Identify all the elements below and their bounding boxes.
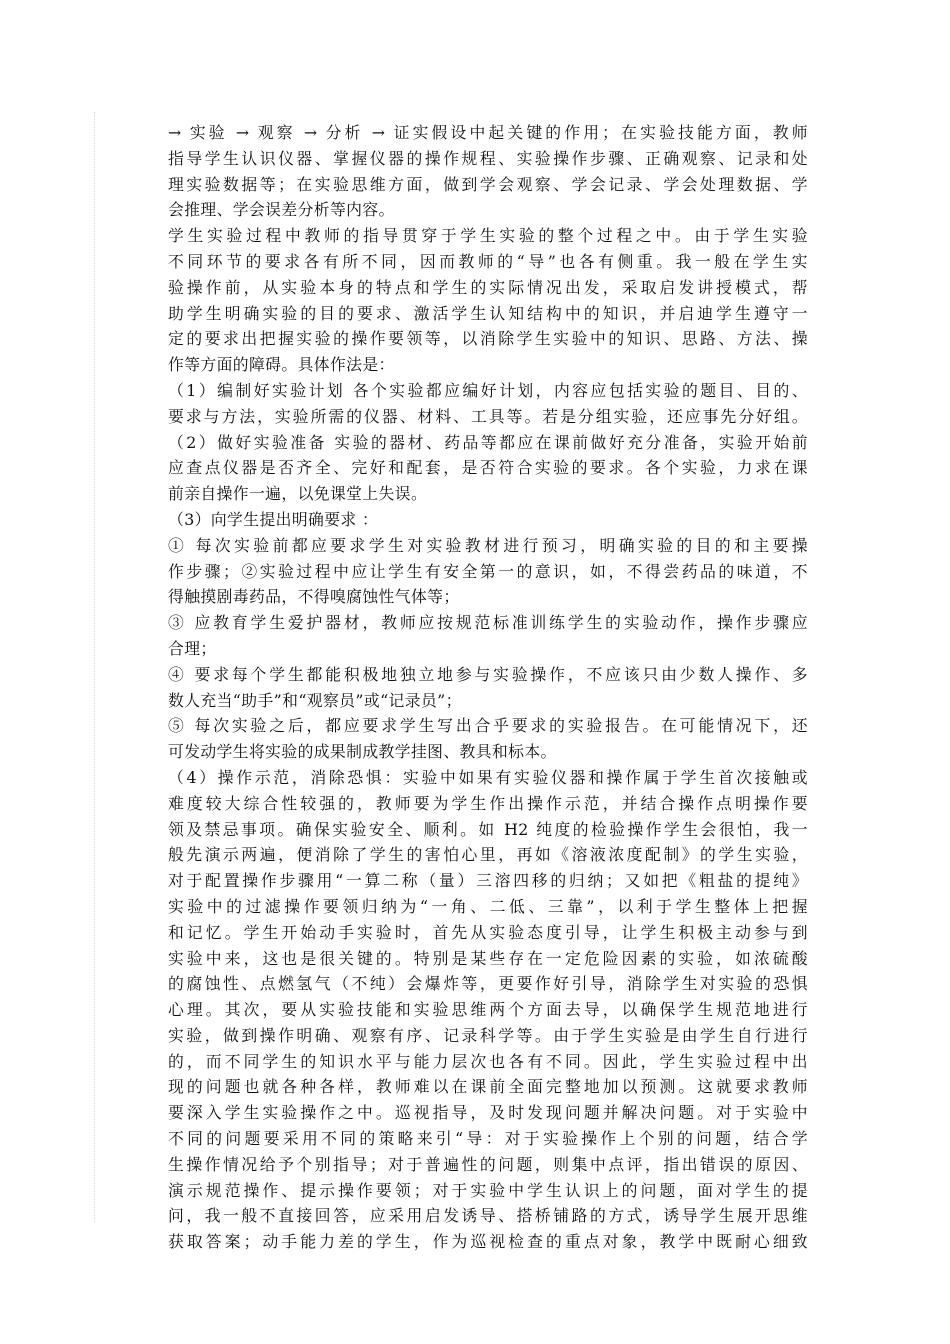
text-line: 应查点仪器是否齐全、完好和配套，是否符合实验的要求。各个实验，力求在课	[168, 458, 808, 478]
text-line: （4）操作示范，消除恐惧：实验中如果有实验仪器和操作属于学生首次接触或	[168, 767, 808, 787]
text-line: （3）向学生提出明确要求 ：	[168, 509, 379, 529]
text-line: 的腐蚀性、点燃氢气（不纯）会爆炸等，更要作好引导，消除学生对实验的恐惧	[168, 974, 808, 994]
text-line: ⑤ 每次实验之后，都应要求学生写出合乎要求的实验报告。在可能情况下，还	[168, 716, 808, 736]
text-line: （1）编制好实验计划 各个实验都应编好计划，内容应包括实验的题目、目的、	[168, 380, 808, 400]
left-margin-guide	[94, 112, 95, 1222]
text-line: 演示规范操作、提示操作要领；对于实验中学生认识上的问题，面对学生的提	[168, 1180, 808, 1200]
text-line: 实验中的过滤操作要领归纳为“一角、二低、三靠”，以利于学生整体上把握	[168, 896, 808, 916]
text-line: 对于配置操作步骤用“一算二称（量）三溶四移的归纳；又如把《粗盐的提纯》	[168, 871, 808, 891]
text-line: 合理；	[168, 638, 217, 658]
text-line: 生操作情况给予个别指导；对于普遍性的问题，则集中点评，指出错误的原因、	[168, 1154, 808, 1174]
text-line: 数人充当“助手”和“观察员”或“记录员”；	[168, 690, 462, 710]
text-line: 问，我一般不直接回答，应采用启发诱导、搭桥铺路的方式，诱导学生展开思维	[168, 1206, 808, 1226]
text-line: → 实验 → 观察 → 分析 → 证实假设中起关键的作用；在实验技能方面，教师	[168, 123, 808, 142]
text-line: 难度较大综合性较强的，教师要为学生作出操作示范，并结合操作点明操作要	[168, 793, 808, 813]
text-line: 的，而不同学生的知识水平与能力层次也各有不同。因此，学生实验过程中出	[168, 1051, 808, 1071]
text-line: 要求与方法，实验所需的仪器、材料、工具等。若是分组实验，还应事先分好组。	[168, 406, 808, 426]
text-line: 现的问题也就各种各样，教师难以在课前全面完整地加以预测。这就要求教师	[168, 1077, 808, 1097]
text-line: 指导学生认识仪器、掌握仪器的操作规程、实验操作步骤、正确观察、记录和处	[168, 148, 808, 168]
text-line: 会推理、学会误差分析等内容。	[168, 200, 395, 220]
text-line: 和记忆。学生开始动手实验时，首先从实验态度引导，让学生积极主动参与到	[168, 922, 808, 942]
text-line: 般先演示两遍，便消除了学生的害怕心里，再如《溶液浓度配制》的学生实验，	[168, 845, 808, 865]
text-line: ④ 要求每个学生都能积极地独立地参与实验操作，不应该只由少数人操作、多	[168, 664, 808, 684]
text-line: 不同环节的要求各有所不同，因而教师的“导”也各有侧重。我一般在学生实	[168, 251, 808, 271]
text-line: 理实验数据等；在实验思维方面，做到学会观察、学会记录、学会处理数据、学	[168, 174, 808, 194]
text-line: 学生实验过程中教师的指导贯穿于学生实验的整个过程之中。由于学生实验	[168, 226, 808, 246]
text-line: 定的要求出把握实验的操作要领等，以消除学生实验中的知识、思路、方法、操	[168, 329, 808, 349]
text-line: 实验中来，这也是很关键的。特别是某些存在一定危险因素的实验，如浓硫酸	[168, 948, 808, 968]
text-line: （2）做好实验准备 实验的器材、药品等都应在课前做好充分准备，实验开始前	[168, 432, 808, 452]
text-line: 心理。其次，要从实验技能和实验思维两个方面去导，以确保学生规范地进行	[168, 1000, 808, 1020]
text-line: 可发动学生将实验的成果制成教学挂图、教具和标本。	[168, 742, 557, 762]
text-line: 助学生明确实验的目的要求、激活学生认知结构中的知识，并启迪学生遵守一	[168, 303, 808, 323]
text-line: 验操作前，从实验本身的特点和学生的实际情况出发，采取启发讲授模式，帮	[168, 277, 808, 297]
text-line: 得触摸剧毒药品，不得嗅腐蚀性气体等；	[168, 587, 460, 607]
text-line: 作步骤；②实验过程中应让学生有安全第一的意识，如，不得尝药品的味道，不	[168, 561, 808, 581]
body-text	[168, 120, 808, 1255]
text-line: 实验，做到操作明确、观察有序、记录科学等。由于学生实验是由学生自行进行	[168, 1025, 808, 1045]
text-line: ③ 应教育学生爱护器材，教师应按规范标准训练学生的实验动作，操作步骤应	[168, 613, 808, 633]
text-line: 前亲自操作一遍，以免课堂上失误。	[168, 484, 428, 504]
text-line: 要深入学生实验操作之中。巡视指导，及时发现问题并解决问题。对于实验中	[168, 1103, 808, 1123]
text-line: ① 每次实验前都应要求学生对实验教材进行预习，明确实验的目的和主要操	[168, 535, 808, 555]
text-line: 领及禁忌事项。确保实验安全、顺利。如 H2 纯度的检验操作学生会很怕，我一	[168, 819, 808, 839]
text-line: 获取答案；动手能力差的学生，作为巡视检查的重点对象，教学中既耐心细致	[168, 1232, 808, 1252]
text-line: 不同的问题要采用不同的策略来引“导：对于实验操作上个别的问题，结合学	[168, 1129, 808, 1149]
text-line: 作等方面的障碍。具体作法是：	[168, 355, 395, 375]
